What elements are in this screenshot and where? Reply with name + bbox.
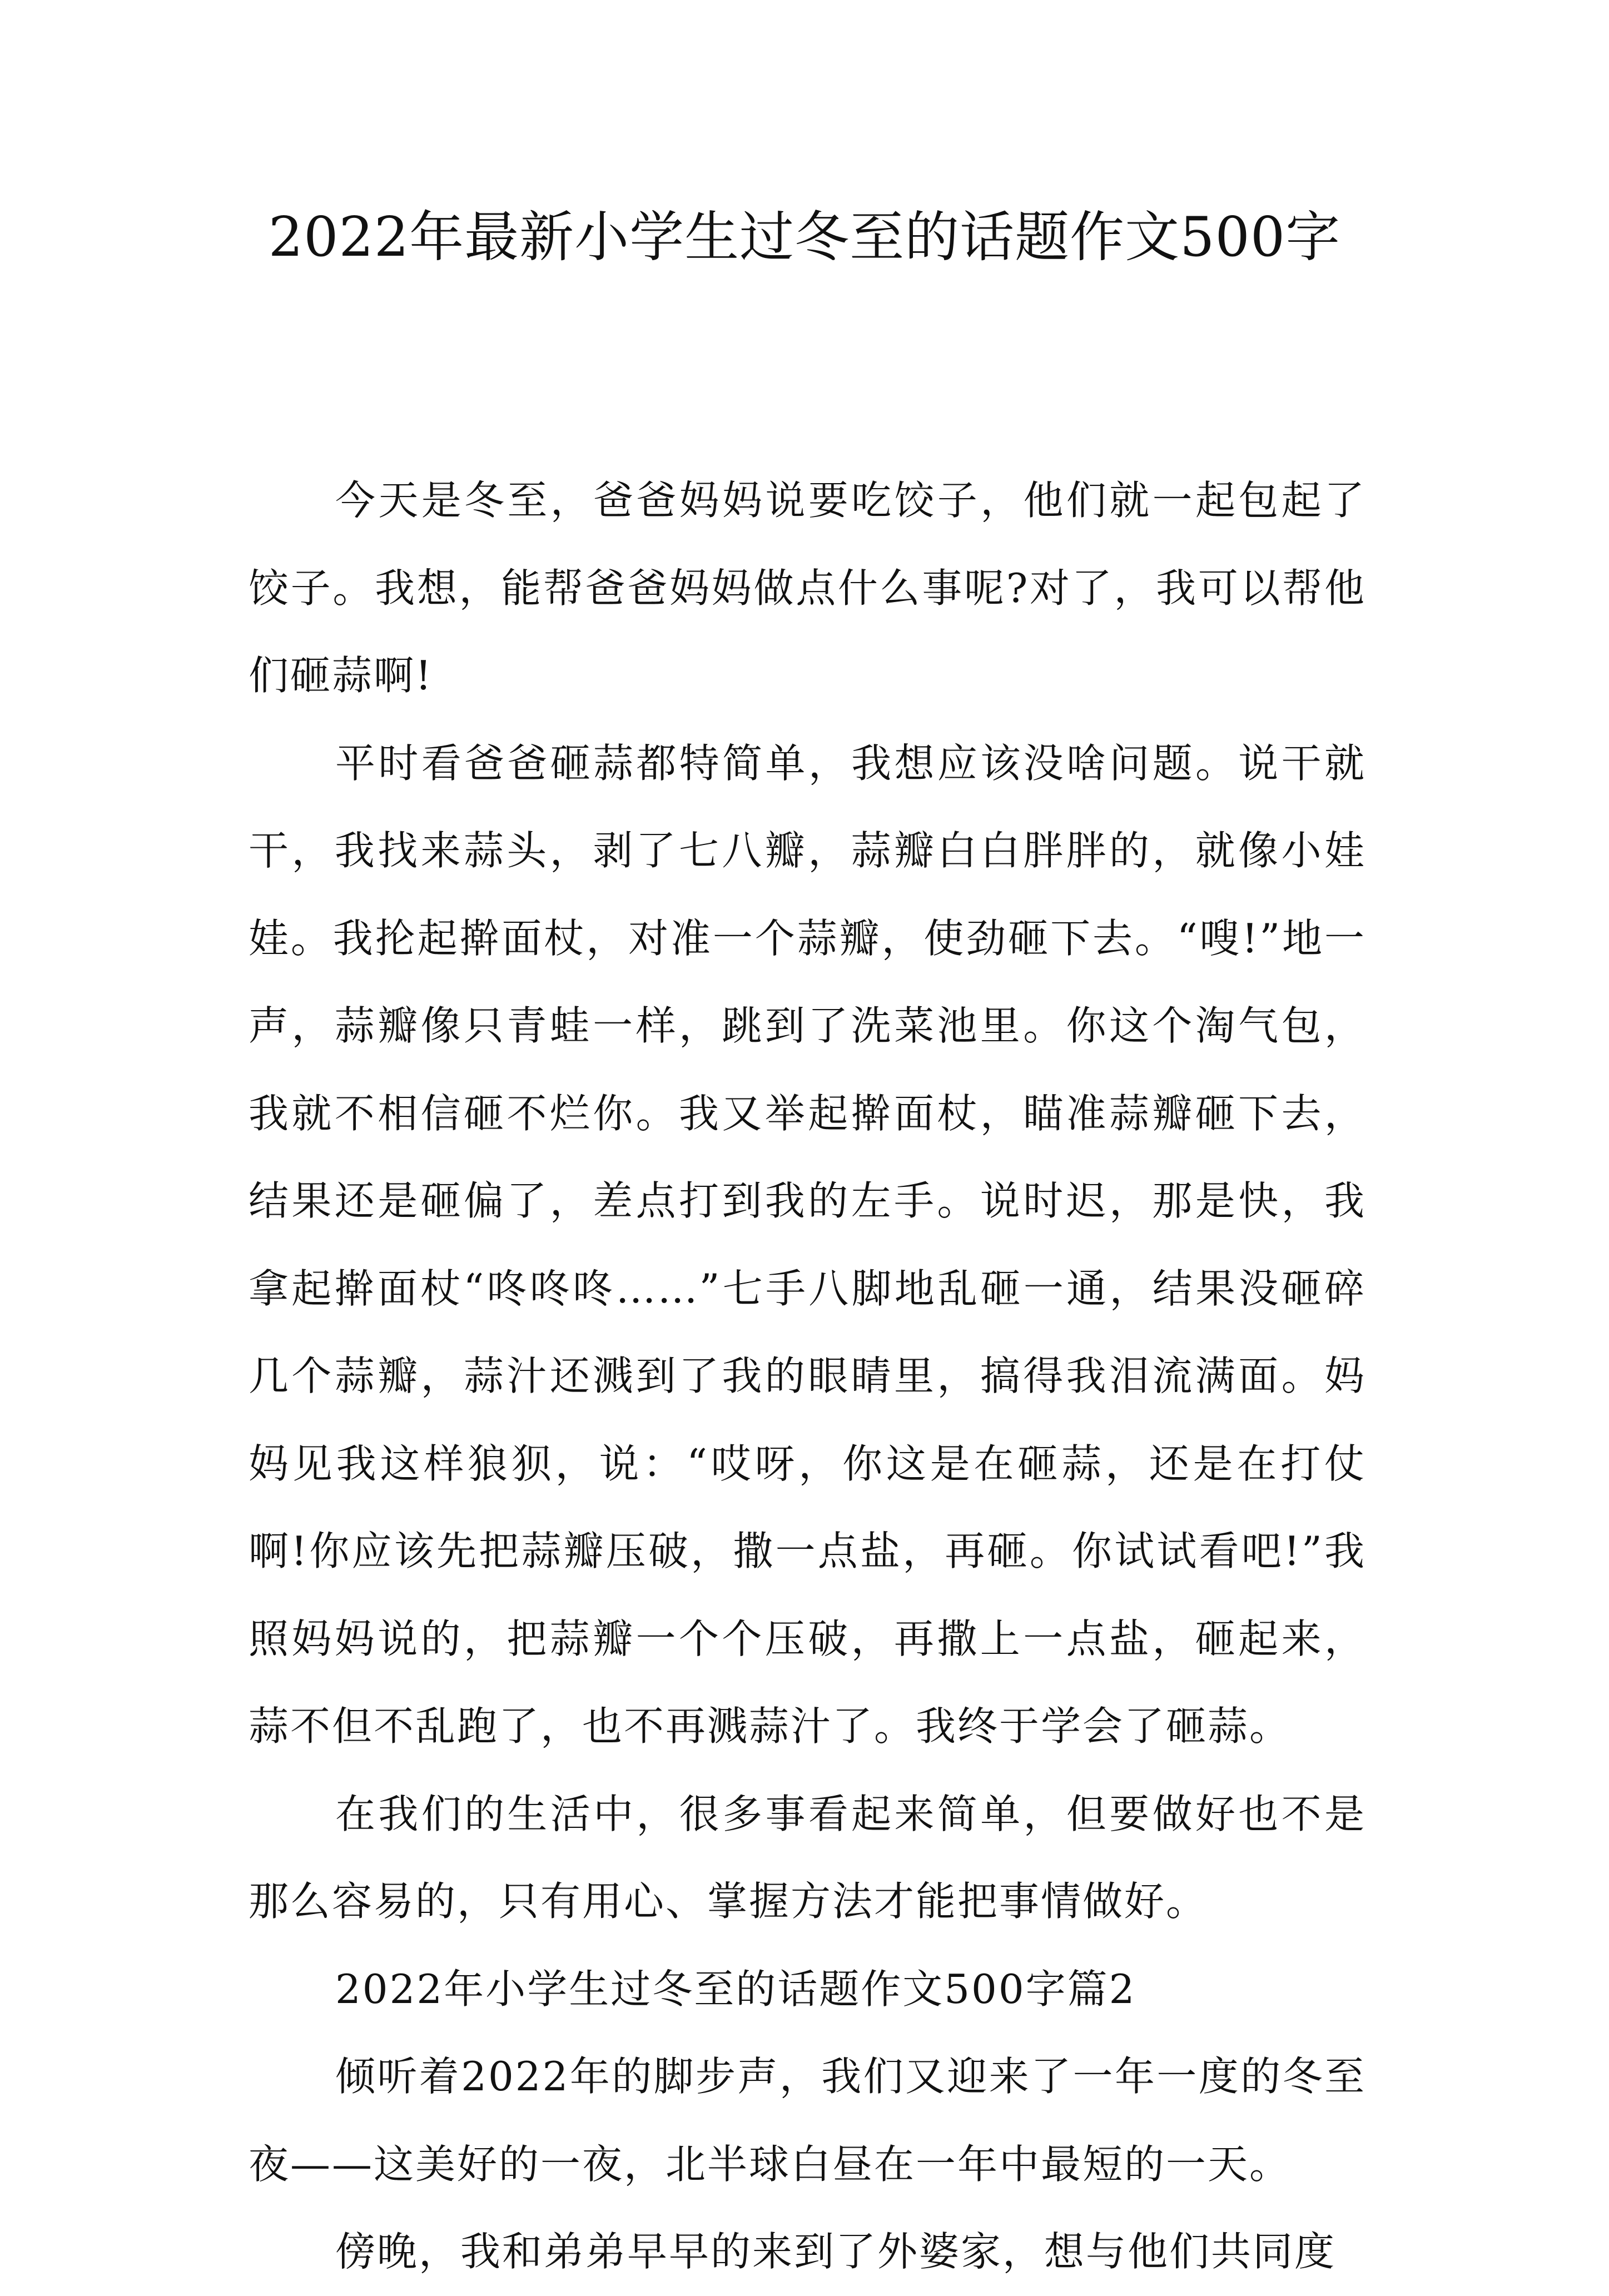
paragraph: 平时看爸爸砸蒜都特简单，我想应该没啥问题。说干就干，我找来蒜头，剥了七八瓣，蒜瓣白白胖胖的，就像小娃娃。我抡起擀面杖，对准一个蒜瓣，使劲砸下去。“嗖!”地一声，蒜瓣像只青蛙一样，跳到了洗菜池里。你这个淘气包，我就不相信砸不烂你。我又举起擀面杖，瞄准蒜瓣砸下去，结果还是砸偏了，差点打到我的左手。说时迟，那是快，我拿起擀面杖“咚咚咚……”七手八脚地乱砸一通，结果没砸碎几个蒜瓣，蒜汁还溅到了我的眼睛里，搞得我泪流满面。妈妈见我这样狼狈，说：“哎呀，你这是在砸蒜，还是在打仗啊!你应该先把蒜瓣压破，撒一点盐，再砸。你试试看吧!”我照妈妈说的，把蒜瓣一个个压破，再撒上一点盐，砸起来，蒜不但不乱跑了，也不再溅蒜汁了。我终于学会了砸蒜。 [249,739,1366,1750]
paragraph: 在我们的生活中，很多事看起来简单，但要做好也不是那么容易的，只有用心、掌握方法才能把事情做好。 [249,1790,1366,1925]
section-heading: 2022年小学生过冬至的话题作文500字篇2 [335,1965,1136,2012]
paragraph: 今天是冬至，爸爸妈妈说要吃饺子，他们就一起包起了饺子。我想，能帮爸爸妈妈做点什么事呢?对了，我可以帮他们砸蒜啊! [249,477,1366,699]
paragraph: 倾听着2022年的脚步声，我们又迎来了一年一度的冬至夜——这美好的一夜，北半球白昼在一年中最短的一天。 [249,2053,1366,2188]
document-body [249,457,1366,2296]
paragraph: 傍晚，我和弟弟早早的来到了外婆家，想与他们共同度 [335,2228,1337,2275]
document-title: 2022年最新小学生过冬至的话题作文500字 [268,206,1341,269]
